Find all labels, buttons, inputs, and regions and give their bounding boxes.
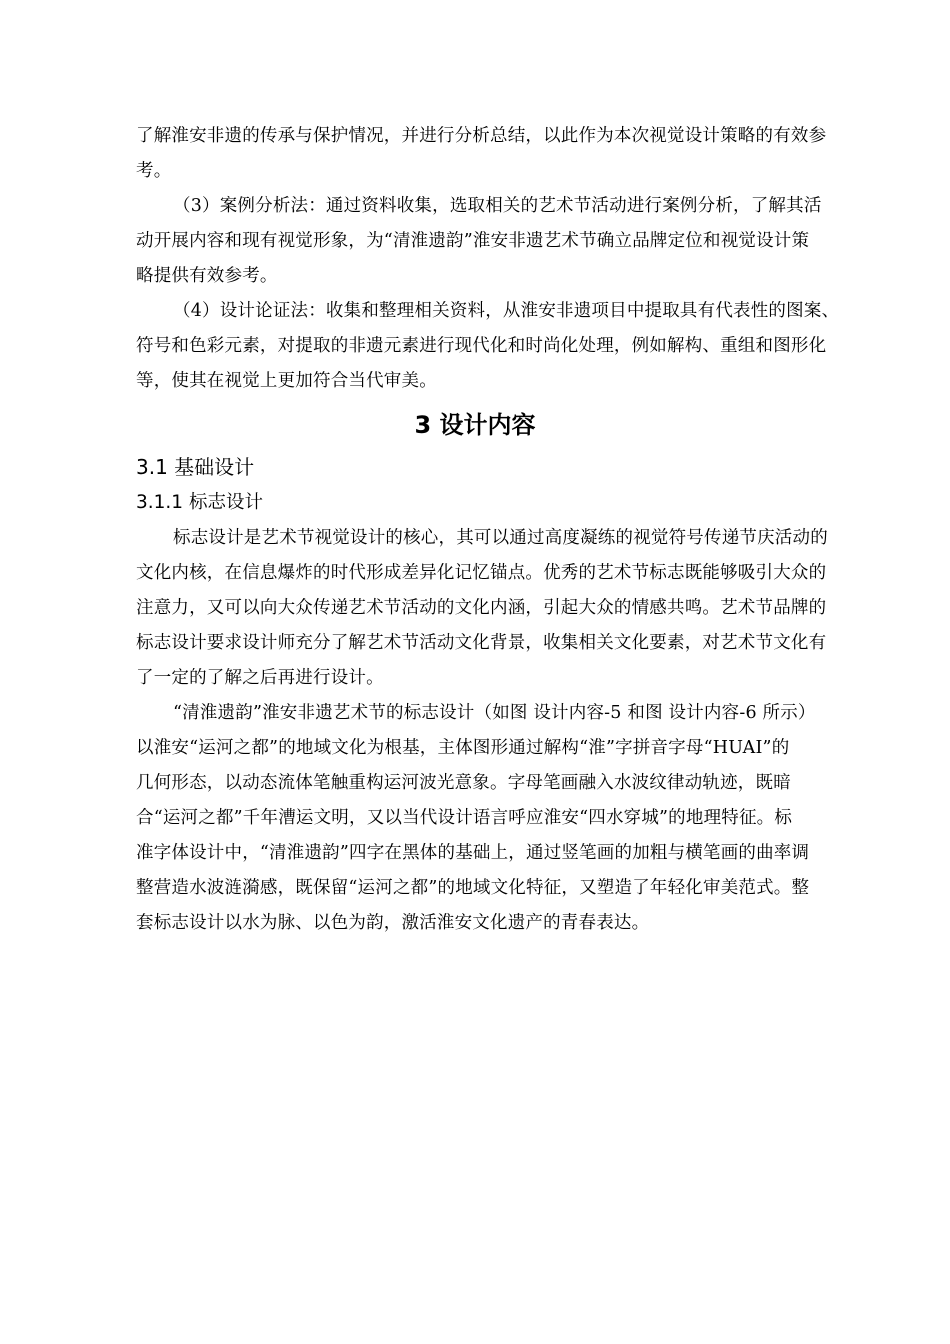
logo-p2-line-7: 套标志设计以水为脉、以色为韵，激活淮安文化遗产的青春表达。 — [136, 913, 650, 933]
method-4-line-1: （4）设计论证法：收集和整理相关资料，从淮安非遗项目中提取具有代表性的图案、 — [173, 301, 840, 321]
method-3-line-1: （3）案例分析法：通过资料收集，选取相关的艺术节活动进行案例分析，了解其活 — [173, 196, 822, 216]
subsection-title: 3.1 基础设计 — [136, 455, 255, 479]
logo-p2-line-6: 整营造水波涟漪感，既保留“运河之都”的地域文化特征，又塑造了年轻化审美范式。整 — [136, 878, 810, 898]
logo-p1-line-1: 标志设计是艺术节视觉设计的核心，其可以通过高度凝练的视觉符号传递节庆活动的 — [173, 528, 828, 548]
method-4-line-2: 符号和色彩元素，对提取的非遗元素进行现代化和时尚化处理，例如解构、重组和图形化 — [136, 336, 827, 356]
logo-p1-line-3: 注意力，又可以向大众传递艺术节活动的文化内涵，引起大众的情感共鸣。艺术节品牌的 — [136, 598, 827, 618]
section-title: 3 设计内容 — [414, 411, 536, 439]
logo-p2-line-1: “清淮遗韵”淮安非遗艺术节的标志设计（如图 设计内容-5 和图 设计内容-6 所示） — [173, 703, 816, 723]
intro-line-1: 了解淮安非遗的传承与保护情况，并进行分析总结，以此作为本次视觉设计策略的有效参 — [136, 126, 827, 146]
logo-p1-line-2: 文化内核，在信息爆炸的时代形成差异化记忆锚点。优秀的艺术节标志既能够吸引大众的 — [136, 563, 827, 583]
logo-p2-line-2: 以淮安“运河之都”的地域文化为根基，主体图形通过解构“淮”字拼音字母“HUAI”的 — [136, 738, 790, 758]
logo-p2-line-4: 合“运河之都”千年漕运文明，又以当代设计语言呼应淮安“四水穿城”的地理特征。标 — [136, 808, 793, 828]
subsubsection-title: 3.1.1 标志设计 — [136, 492, 263, 513]
method-3-line-3: 略提供有效参考。 — [136, 266, 278, 286]
method-4-line-3: 等，使其在视觉上更加符合当代审美。 — [136, 371, 437, 391]
intro-line-2: 考。 — [136, 161, 172, 181]
logo-p2-line-5: 准字体设计中，“清淮遗韵”四字在黑体的基础上，通过竖笔画的加粗与横笔画的曲率调 — [136, 843, 810, 863]
logo-p2-line-3: 几何形态，以动态流体笔触重构运河波光意象。字母笔画融入水波纹律动轨迹，既暗 — [136, 773, 791, 793]
logo-p1-line-4: 标志设计要求设计师充分了解艺术节活动文化背景，收集相关文化要素，对艺术节文化有 — [136, 633, 827, 653]
method-3-line-2: 动开展内容和现有视觉形象，为“清淮遗韵”淮安非遗艺术节确立品牌定位和视觉设计策 — [136, 231, 810, 251]
logo-p1-line-5: 了一定的了解之后再进行设计。 — [136, 668, 384, 688]
